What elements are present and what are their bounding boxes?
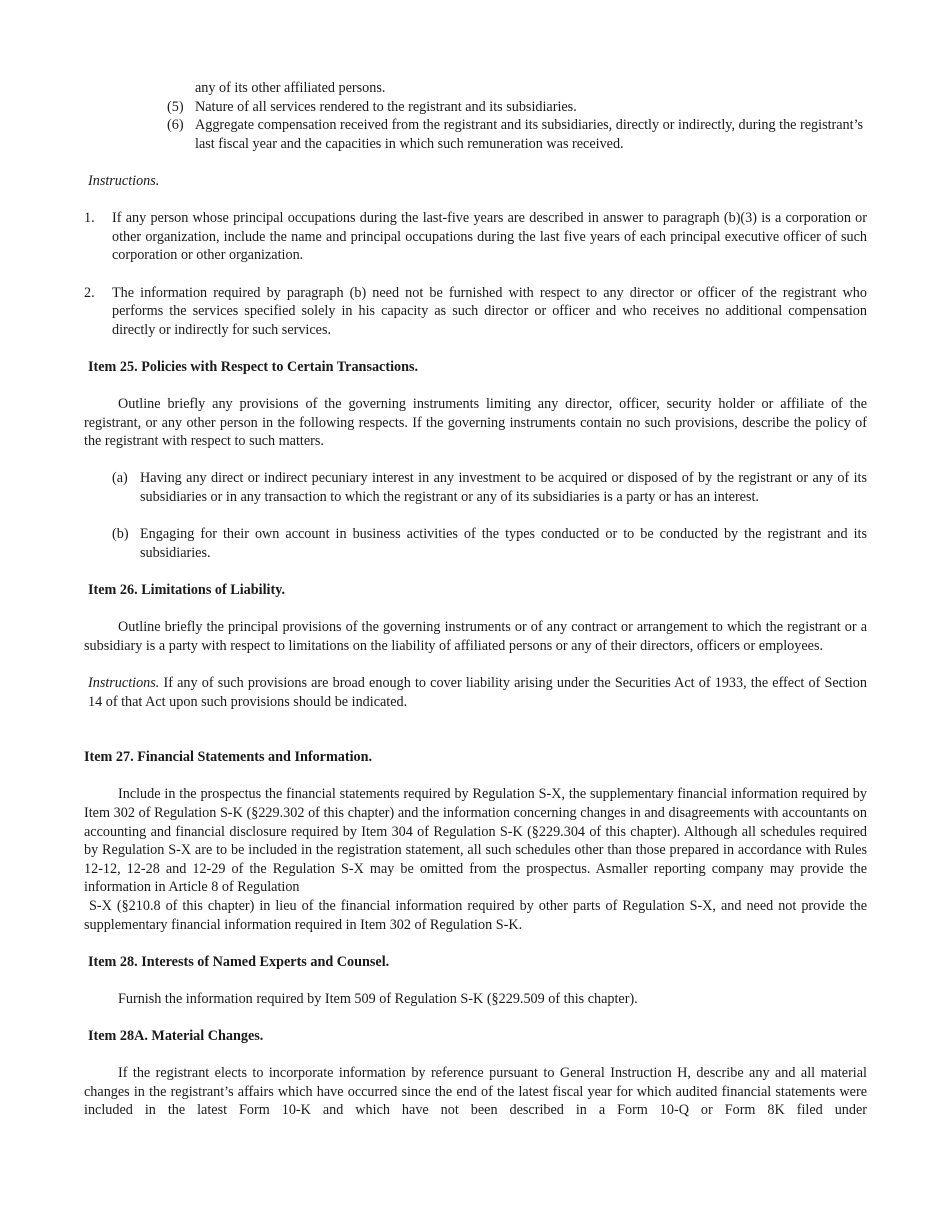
item-25-a-text: Having any direct or indirect pecuniary interest in any investment to be acquired or disposed of by the registrant or any of its subsidiaries or in any transaction to which the registrant or any of its subsidiaries is a party or has an interest. bbox=[140, 470, 867, 506]
item-27-body-2: S-X (§210.8 of this chapter) in lieu of the financial information required by other parts of Regulation S-X, and need not provide the supplementary financial information required in Item 302 of Regulation S-K. bbox=[84, 897, 871, 933]
list-item-text: Nature of all services rendered to the registrant and its subsidiaries. bbox=[195, 98, 577, 115]
item-27-body-1: Include in the prospectus the financial statements required by Regulation S-X, the supplementary financial information required by Item 302 of Regulation S-K (§229.302 of this chapter) and the information concerning changes in and disagreements with accountants on accounting and financial disclosure required by Item 304 of Regulation S-K (§229.304 of this chapter). Although all schedules required by Regulation S-X are to be included in the registration statement, all such schedules other than those prepared in accordance with Rules 12-12, 12-28 and 12-29 of the Regulation S-X may be omitted from the prospectus. Asmaller reporting company may provide the information in Article 8 of Regulation bbox=[84, 786, 867, 896]
item-25-body: Outline briefly any provisions of the governing instruments limiting any director, officer, security holder or affiliate of the registrant, or any other person in the following respects. If the governing instruments contain no such provisions, describe the policy of the registrant with respect to such matters. bbox=[84, 396, 867, 450]
item-25-b-text: Engaging for their own account in business activities of the types conducted or to be conducted by the registrant and its subsidiaries. bbox=[140, 526, 867, 561]
item-28a-body: If the registrant elects to incorporate information by reference pursuant to General Instruction H, describe any and all material changes in the registrant’s affairs which have occurred since the end of the latest fiscal year for which audited financial statements were included in the latest Form 10-K and which have not been described in a Form 10-Q or Form 8K filed under bbox=[84, 1065, 867, 1119]
instruction-number: 1. bbox=[84, 210, 95, 227]
list-item-number: (5) bbox=[167, 98, 184, 115]
instruction-text: The information required by paragraph (b) need not be furnished with respect to any director or officer of the registrant who performs the services specified solely in his capacity as such director or officer and who receives no additional compensation directly or indirectly for such services. bbox=[112, 284, 867, 338]
item-26-instructions bbox=[84, 674, 867, 711]
instruction-item-1 bbox=[84, 209, 867, 265]
instruction-item-2 bbox=[84, 284, 867, 340]
item-28-body: Furnish the information required by Item 509 of Regulation S-K (§229.509 of this chapter). bbox=[118, 990, 638, 1007]
list-item-number: (6) bbox=[167, 117, 184, 134]
instruction-number: 2. bbox=[84, 284, 95, 301]
item-28-heading: Item 28. Interests of Named Experts and Counsel. bbox=[88, 953, 390, 970]
top-list bbox=[84, 79, 867, 98]
item-25-a bbox=[84, 469, 867, 506]
list-item-text: Aggregate compensation received from the registrant and its subsidiaries, directly or indirectly, during the registrant’s last fiscal year and the capacities in which such remuneration was received. bbox=[195, 117, 864, 152]
list-item-6 bbox=[84, 116, 867, 153]
item-25-a-label: (a) bbox=[112, 470, 128, 487]
item-25-b-label: (b) bbox=[112, 526, 129, 543]
instruction-text: If any person whose principal occupations during the last-five years are described in answer to paragraph (b)(3) is a corporation or other organization, include the name and principal occupations during the last five years of each principal executive officer of such corporation or other organization. bbox=[112, 210, 867, 264]
item-26-body: Outline briefly the principal provisions of the governing instruments or of any contract or arrangement to which the registrant or a subsidiary is a party with respect to limitations on the liability of affiliated persons or any of their directors, officers or employees. bbox=[84, 619, 867, 654]
item-26-instructions-text: If any of such provisions are broad enough to cover liability arising under the Securities Act of 1933, the effect of Section 14 of that Act upon such provisions should be indicated. bbox=[88, 675, 867, 710]
item-26-heading: Item 26. Limitations of Liability. bbox=[88, 582, 286, 599]
item-28a-heading: Item 28A. Material Changes. bbox=[88, 1028, 264, 1045]
list-continuation: any of its other affiliated persons. bbox=[195, 80, 386, 96]
item-25-heading: Item 25. Policies with Respect to Certain Transactions. bbox=[88, 358, 419, 375]
item-26-instructions-label: Instructions. bbox=[88, 675, 160, 691]
list-item-5 bbox=[84, 98, 867, 117]
document-page bbox=[84, 79, 871, 1120]
instructions-label: Instructions. bbox=[88, 172, 160, 189]
item-27-heading: Item 27. Financial Statements and Information. bbox=[84, 749, 373, 766]
item-25-b bbox=[84, 525, 867, 562]
